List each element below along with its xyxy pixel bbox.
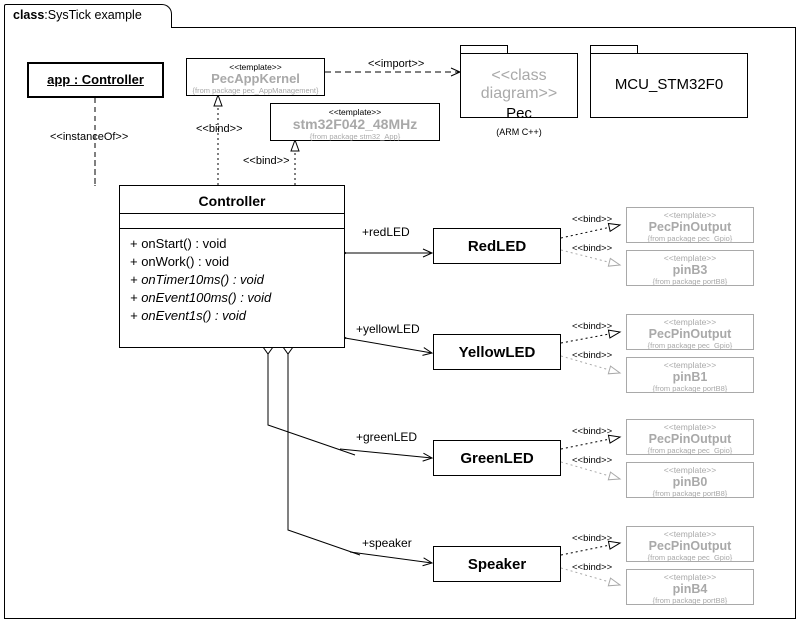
controller-operation: + onTimer10ms() : void [130, 272, 264, 287]
pin-template-stereotype: <<template>> [663, 529, 717, 539]
node-pin-template[interactable] [626, 419, 754, 455]
edge-label-bind-chip: <<bind>> [243, 155, 290, 167]
edge-role-red-led: +redLED [362, 225, 410, 239]
controller-operation: + onWork() : void [130, 254, 230, 269]
pec-package-name: Pec [506, 105, 532, 122]
frame-title-text: SysTick example [47, 8, 142, 22]
node-pec-app-kernel[interactable] [186, 58, 325, 96]
pec-app-kernel-stereotype: <<template>> [229, 62, 282, 72]
node-mcu-package[interactable] [590, 53, 748, 118]
edge-role-green-led: +greenLED [356, 430, 418, 444]
pin-template-package: {from package pec_Gpio} [647, 234, 733, 243]
node-pin-template[interactable] [626, 207, 754, 243]
frame-title [13, 8, 142, 22]
pin-template-package: {from package portB8} [652, 489, 728, 498]
controller-attributes [120, 214, 344, 228]
pin-template-stereotype: <<template>> [663, 572, 717, 582]
edge-role-speaker: +speaker [362, 536, 412, 550]
green-led-name: GreenLED [460, 450, 534, 467]
pec-package-note: (ARM C++) [496, 127, 542, 137]
edge-role-yellow-led: +yellowLED [356, 322, 420, 336]
pin-template-name: PecPinOutput [648, 220, 732, 234]
controller-operations [120, 229, 344, 331]
speaker-name: Speaker [467, 556, 527, 573]
node-pec-package[interactable] [460, 53, 578, 137]
pin-template-name: PecPinOutput [648, 327, 732, 341]
pin-template-name: PecPinOutput [648, 539, 732, 553]
edge-label-instance-of: <<instanceOf>> [50, 131, 129, 143]
pin-template-package: {from package portB8} [652, 596, 728, 605]
node-pin-template[interactable] [626, 462, 754, 498]
node-green-led[interactable] [433, 440, 561, 476]
pec-app-kernel-package: {from package pec_AppManagement} [192, 86, 319, 95]
stm32-chip-stereotype: <<template>> [328, 107, 382, 117]
node-yellow-led[interactable] [433, 334, 561, 370]
edge-label-bind: <<bind>> [572, 426, 613, 437]
pin-template-stereotype: <<template>> [663, 360, 717, 370]
pin-template-stereotype: <<template>> [663, 465, 717, 475]
controller-operation: + onEvent1s() : void [130, 308, 246, 323]
controller-operation: + onEvent100ms() : void [130, 290, 272, 305]
diagram-frame-tab [4, 4, 172, 28]
pin-template-stereotype: <<template>> [663, 253, 717, 263]
node-pin-template[interactable] [626, 250, 754, 286]
controller-name: Controller [198, 193, 266, 209]
node-stm32-chip[interactable] [270, 103, 440, 141]
pin-template-stereotype: <<template>> [663, 422, 717, 432]
stm32-chip-package: {from package stm32_App} [309, 132, 401, 141]
node-pin-template[interactable] [626, 314, 754, 350]
node-pin-template[interactable] [626, 569, 754, 605]
yellow-led-name: YellowLED [458, 344, 536, 361]
edge-label-bind: <<bind>> [572, 214, 613, 225]
pin-template-name: pinB3 [672, 263, 708, 277]
pin-template-stereotype: <<template>> [663, 317, 717, 327]
red-led-name: RedLED [467, 238, 527, 255]
edge-label-import: <<import>> [368, 58, 425, 70]
controller-operation: + onStart() : void [130, 236, 227, 251]
frame-kind: class [13, 8, 45, 22]
pin-template-stereotype: <<template>> [663, 210, 717, 220]
pin-template-package: {from package pec_Gpio} [647, 341, 733, 350]
edge-label-bind: <<bind>> [572, 533, 613, 544]
edge-label-bind: <<bind>> [572, 455, 613, 466]
pec-package-stereotype: <<class diagram>> [480, 67, 558, 102]
node-controller[interactable] [119, 185, 345, 348]
pin-template-package: {from package pec_Gpio} [647, 446, 733, 455]
edge-label-bind: <<bind>> [572, 350, 613, 361]
edge-label-bind: <<bind>> [572, 562, 613, 573]
node-pin-template[interactable] [626, 357, 754, 393]
mcu-package-name: MCU_STM32F0 [614, 76, 724, 93]
stm32-chip-name: stm32F042_48MHz [292, 116, 418, 132]
pin-template-package: {from package portB8} [652, 384, 728, 393]
pin-template-package: {from package pec_Gpio} [647, 553, 733, 562]
pin-template-package: {from package portB8} [652, 277, 728, 286]
frame-colon: : [44, 8, 48, 22]
node-red-led[interactable] [433, 228, 561, 264]
pin-template-name: pinB0 [672, 475, 708, 489]
edge-label-bind: <<bind>> [572, 243, 613, 254]
pin-template-name: PecPinOutput [648, 432, 732, 446]
node-app-instance[interactable] [27, 62, 164, 98]
pin-template-name: pinB4 [672, 582, 708, 596]
node-pin-template[interactable] [626, 526, 754, 562]
edge-label-bind-kernel: <<bind>> [196, 123, 243, 135]
app-instance-label: app : Controller [47, 72, 144, 87]
pec-app-kernel-name: PecAppKernel [211, 71, 300, 86]
node-speaker[interactable] [433, 546, 561, 582]
pin-template-name: pinB1 [672, 370, 708, 384]
edge-label-bind: <<bind>> [572, 321, 613, 332]
